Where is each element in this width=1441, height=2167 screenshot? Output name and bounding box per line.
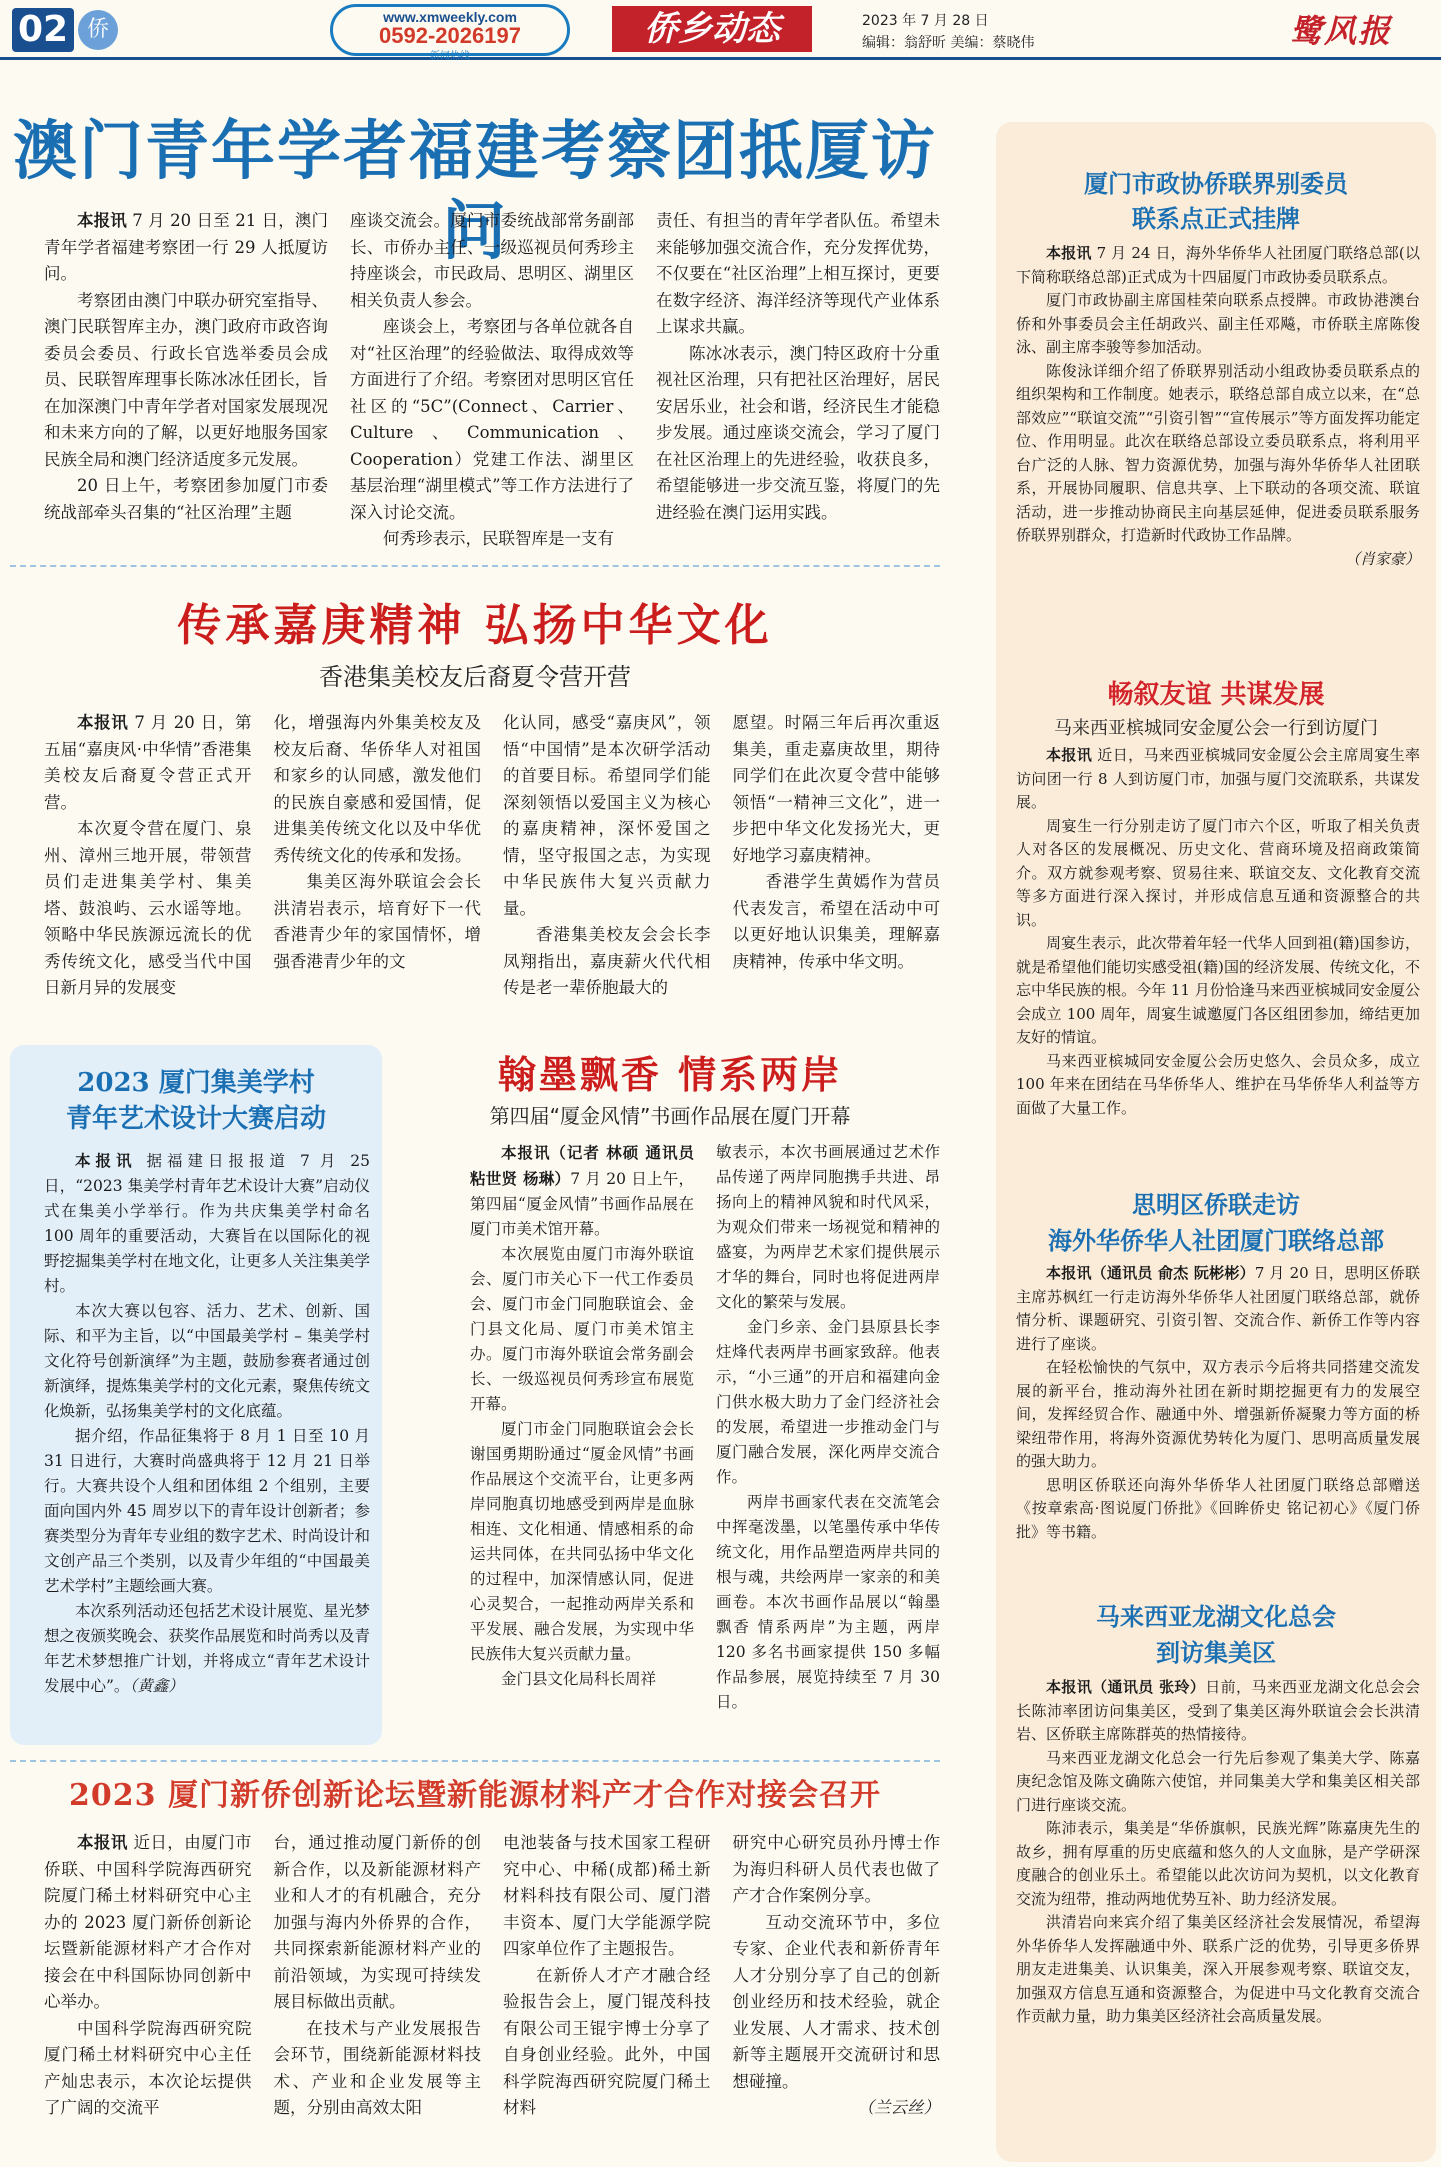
paragraph: 台，通过推动厦门新侨的创新合作，以及新能源材料产业和人才的有机融合，充分加强与海内外侨界的合作，共同探索新能源材料产业的前沿领域，为实现可持续发展目标做出贡献。: [273, 1833, 481, 2011]
sidebar-s2-body: [1016, 744, 1420, 1154]
article4-col2: [716, 1140, 940, 1740]
paragraph: 本报讯 7 月 24 日，海外华侨华人社团厦门联络总部(以下简称联络总部)正式成为十四届厦门市政协委员联系点。: [1016, 244, 1420, 286]
paragraph: 愿望。时隔三年后再次重返集美，重走嘉庚故里，期待同学们在此次夏令营中能够领悟“一精神三文化”，进一步把中华文化发扬光大，更好地学习嘉庚精神。: [732, 713, 940, 865]
sidebar-s3-title-line2: 海外华侨华人社团厦门联络总部: [1048, 1226, 1384, 1255]
sidebar-s2-col: [1016, 744, 1420, 1154]
article4-body: [470, 1140, 940, 1740]
paragraph: 金门乡亲、金门县原县长李炷烽代表两岸书画家致辞。他表示，“小三通”的开启和福建向金门供水极大助力了金门经济社会的发展，希望进一步推动金门与厦门融合发展，深化两岸交流合作。: [716, 1318, 940, 1486]
paragraph: 本报讯（记者 林硕 通讯员 粘世贤 杨琳）7 月 20 日上午，第四届“厦金风情”书画作品展在厦门市美术馆开幕。: [470, 1143, 694, 1238]
paragraph: 考察团由澳门中联办研究室指导、澳门民联智库主办，澳门政府市政咨询委员会委员、行政长官选举委员会成员、民联智库理事长陈冰冰任团长，旨在加深澳门中青年学者对国家发展现况和未来方向的了解，以更好地服务国家民族全局和澳门经济适度多元发展。: [44, 290, 328, 469]
sidebar-s3-col: [1016, 1262, 1420, 1582]
article4-col1: [470, 1140, 694, 1740]
hotline-phone: 0592-2026197: [379, 23, 521, 48]
article1-title: 澳门青年学者福建考察团抵厦访问: [13, 114, 937, 269]
sidebar-s2-title: 畅叙友谊 共谋发展: [1107, 680, 1325, 710]
paragraph: 本报讯 近日，由厦门市侨联、中国科学院海西研究院厦门稀土材料研究中心主办的 2023 厦门新侨创新论坛暨新能源材料产才合作对接会在中科国际协同创新中心举办。: [44, 1833, 252, 2011]
paragraph: 周宴生表示，此次带着年轻一代华人回到祖(籍)国参访，就是希望他们能切实感受祖(籍)国的经济发展、传统文化，不忘中华民族的根。今年 11 月份恰逢马来西亚槟城同安金厦公会成立 100 周年，周宴生诚邀厦门各区组团参加，缔结更加友好的情谊。: [1016, 934, 1420, 1046]
paragraph: 何秀珍表示，民联智库是一支有: [383, 529, 614, 548]
paragraph: 本次大赛以包容、活力、艺术、创新、国际、和平为主旨，以“中国最美学村 – 集美学村文化符号创新演绎”为主题，鼓励参赛者通过创新演绎，提炼集美学村的文化元素，聚焦传统文化焕新，弘扬集美学村的文化底蕴。: [44, 1302, 370, 1420]
sidebar-s3-body: [1016, 1262, 1420, 1582]
section-name: 侨乡动态: [612, 6, 812, 52]
article5-col4: [733, 1830, 941, 2160]
paragraph: 集美区海外联谊会会长洪清岩表示，培育好下一代香港青少年的家国情怀，增强香港青少年的文: [273, 872, 481, 971]
article2-col4: [733, 710, 941, 1000]
paragraph: 在技术与产业发展报告会环节，围绕新能源材料技术、产业和企业发展等主题，分别由高效太阳: [273, 2018, 481, 2117]
paragraph: 香港集美校友会会长李凤翔指出，嘉庚薪火代代相传是老一辈侨胞最大的: [503, 925, 711, 997]
article4-title: 翰墨飘香 情系两岸: [497, 1052, 843, 1097]
editor-credits: 编辑：翁舒昕 美编：蔡晓伟: [862, 35, 1035, 51]
section-badge-icon: 侨: [78, 10, 118, 50]
sidebar-s4-title-line1: 马来西亚龙湖文化总会: [1096, 1602, 1336, 1631]
paragraph: 座谈会上，考察团与各单位就各自对“社区治理”的经验做法、取得成效等方面进行了介绍。考察团对思明区官任社区的“5C”(Connect、Carrier、Culture、Communication、Cooperation）党建工作法、湖里区基层治理“湖里模式”等工作方法进行了深入讨论交流。: [350, 317, 634, 522]
byline: （黄鑫）: [129, 1677, 184, 1695]
sidebar-s2-subtitle: 马来西亚槟城同安金厦公会一行到访厦门: [1054, 718, 1378, 739]
paragraph: 陈冰冰表示，澳门特区政府十分重视社区治理，只有把社区治理好，居民安居乐业，社会和谐，经济民生才能稳步发展。通过座谈交流会，学习了厦门在社区治理上的先进经验，收获良多，希望能够进一步交流互鉴，将厦门的先进经验在澳门运用实践。: [656, 343, 940, 522]
article1-col1: [44, 208, 328, 548]
paragraph: 责任、有担当的青年学者队伍。希望未来能够加强交流合作，充分发挥优势，不仅要在“社区治理”上相互探讨，更要在数字经济、海洋经济等现代产业体系上谋求共赢。: [656, 211, 940, 336]
paragraph: 电池装备与技术国家工程研究中心、中稀(成都)稀土新材料科技有限公司、厦门潜丰资本、厦门大学能源学院四家单位作了主题报告。: [503, 1833, 711, 1958]
article3-title-line1: 2023 厦门集美学村: [77, 1068, 315, 1098]
paragraph: 洪清岩向来宾介绍了集美区经济社会发展情况，希望海外华侨华人发挥融通中外、联系广泛的优势，引导更多侨界朋友走进集美、认识集美，深入开展参观考察、联谊交友，加强双方信息互通和资源整合，为促进中马文化教育交流合作贡献力量，助力集美区经济社会高质量发展。: [1016, 1913, 1420, 2025]
masthead: [0, 0, 1441, 60]
sidebar-s4-body: [1016, 1676, 1420, 2156]
news-hotline: [330, 4, 570, 62]
paragraph: 本次夏令营在厦门、泉州、漳州三地开展，带领营员们走进集美学村、集美塔、鼓浪屿、云水谣等地。领略中华民族源远流长的优秀传统文化，感受当代中国日新月异的发展变: [44, 819, 252, 997]
paragraph: 本次展览由厦门市海外联谊会、厦门市关心下一代工作委员会、厦门市金门同胞联谊会、金门县文化局、厦门市美术馆主办。厦门市海外联谊会常务副会长、一级巡视员何秀珍宣布展览开幕。: [470, 1245, 694, 1413]
byline: （兰云丝）: [857, 2098, 940, 2117]
article1-col2: [350, 208, 634, 548]
paragraph: 据介绍，作品征集将于 8 月 1 日至 10 月 31 日进行，大赛时尚盛典将于 12 月 21 日举行。大赛共设个人组和团体组 2 个组别，主要面向国内外 45 周岁以下的青年设计创新者；参赛类型分为青年专业组的数字艺术、时尚设计和文创产品三个类别，以及青少年组的“中国最美艺术学村”主题绘画大赛。: [44, 1427, 370, 1595]
sidebar-s1-title-line1: 厦门市政协侨联界别委员: [1084, 169, 1348, 198]
article5-col3: [503, 1830, 711, 2160]
article4-subtitle: 第四届“厦金风情”书画作品展在厦门开幕: [489, 1104, 851, 1128]
hotline-label: 新闻热线: [430, 51, 470, 62]
article1-col3: [656, 208, 940, 548]
paragraph: 敏表示，本次书画展通过艺术作品传递了两岸同胞携手共进、昂扬向上的精神风貌和时代风采，为观众们带来一场视觉和精神的盛宴，为两岸艺术家们提供展示才华的舞台，同时也将促进两岸文化的繁荣与发展。: [716, 1143, 940, 1311]
paragraph: 互动交流环节中，多位专家、企业代表和新侨青年人才分别分享了自己的创新创业经历和技术经验，就企业发展、人才需求、技术创新等主题展开交流研讨和思想碰撞。: [732, 1912, 940, 2091]
sidebar-s4-col: [1016, 1676, 1420, 2156]
paragraph: 本报讯 据福建日报报道 7 月 25 日，“2023 集美学村青年艺术设计大赛”启动仪式在集美小学举行。作为共庆集美学村命名 100 周年的重要活动，大赛旨在以国际化的视野挖掘集美学村在地文化，让更多人关注集美学村。: [44, 1151, 370, 1295]
paragraph: 厦门市金门同胞联谊会会长谢国勇期盼通过“厦金风情”书画作品展这个交流平台，让更多两岸同胞真切地感受到两岸是血脉相连、文化相通、情感相系的命运共同体，在共同弘扬中华文化的过程中，加深情感认同，促进心灵契合，一起推动两岸关系和平发展、融合发展，为实现中华民族伟大复兴贡献力量。: [470, 1420, 694, 1663]
paragraph: 中国科学院海西研究院厦门稀土材料研究中心主任产灿忠表示，本次论坛提供了广阔的交流平: [44, 2018, 252, 2117]
paragraph: 马来西亚槟城同安金厦公会历史悠久、会员众多，成立 100 年来在团结在马华侨华人、维护在马华侨华人利益等方面做了大量工作。: [1016, 1051, 1420, 1117]
issue-date: 2023 年 7 月 28 日: [862, 13, 989, 29]
paragraph: 金门县文化局科长周祥: [501, 1670, 657, 1688]
sidebar-s1-col: [1016, 242, 1420, 662]
paragraph: 在新侨人才产才融合经验报告会上，厦门锟茂科技有限公司王锟宇博士分享了自身创业经验。此外，中国科学院海西研究院厦门稀土材料: [503, 1965, 711, 2117]
article5-title: 2023 厦门新侨创新论坛暨新能源材料产才合作对接会召开: [69, 1778, 881, 1813]
paragraph: 本报讯 7 月 20 日至 21 日，澳门青年学者福建考察团一行 29 人抵厦访问。: [44, 211, 328, 283]
paragraph: 两岸书画家代表在交流笔会中挥毫泼墨，以笔墨传承中华传统文化，用作品塑造两岸共同的根与魂，共绘两岸一家亲的和美画卷。本次书画作品展以“翰墨飘香 情系两岸”为主题，两岸 120 多名书画家提供 150 多幅作品参展，展览持续至 7 月 30 日。: [716, 1493, 940, 1711]
paragraph: 香港学生黄嫣作为营员代表发言，希望在活动中可以更好地认识集美，理解嘉庚精神，传承中华文明。: [732, 872, 940, 971]
divider: [10, 565, 940, 567]
article2-col1: [44, 710, 252, 1000]
hotline-url[interactable]: www.xmweekly.com: [383, 9, 517, 25]
article1-body: [44, 208, 940, 548]
article5-body: [44, 1830, 940, 2160]
article2-title: 传承嘉庚精神 弘扬中华文化: [177, 600, 773, 651]
paragraph: 马来西亚龙湖文化总会一行先后参观了集美大学、陈嘉庚纪念馆及陈文确陈六使馆，并同集美大学和集美区相关部门进行座谈交流。: [1016, 1748, 1420, 1814]
sidebar-s4-title-line2: 到访集美区: [1156, 1638, 1276, 1667]
paragraph: 本报讯（通讯员 俞杰 阮彬彬）7 月 20 日，思明区侨联主席苏枫红一行走访海外华侨华人社团厦门联络总部，就侨情分析、课题研究、引资引智、交流合作、新侨工作等内容进行了座谈。: [1016, 1264, 1420, 1353]
article3-col: [44, 1148, 370, 1736]
article2-col3: [503, 710, 711, 1000]
page-number: 02: [12, 8, 74, 52]
paragraph: 本报讯 7 月 20 日，第五届“嘉庚风·中华情”香港集美校友后裔夏令营正式开营。: [44, 713, 252, 812]
paragraph: 本报讯（通讯员 张玲）日前，马来西亚龙湖文化总会会长陈沛率团访问集美区，受到了集美区海外联谊会会长洪清岩、区侨联主席陈群英的热情接待。: [1016, 1678, 1420, 1743]
paragraph: 陈俊泳详细介绍了侨联界别活动小组政协委员联系点的组织架构和工作制度。她表示，联络总部自成立以来，在“总部效应”“联谊交流”“引资引智”“宣传展示”等方面发挥功能定位、作用明显。此次在联络总部设立委员联系点，将利用平台广泛的人脉、智力资源优势，加强与海外华侨华人社团联系，开展协同履职、信息共享、上下联动的各项交流、联谊活动，进一步推动协商民主向基层延伸，促进委员联系服务侨联界别群众，打造新时代政协工作品牌。: [1016, 361, 1420, 544]
paragraph: 化，增强海内外集美校友及校友后裔、华侨华人对祖国和家乡的认同感，激发他们的民族自豪感和爱国情，促进集美传统文化以及中华优秀传统文化的传承和发扬。: [273, 713, 481, 865]
paragraph: 厦门市政协副主席国桂荣向联系点授牌。市政协港澳台侨和外事委员会主任胡政兴、副主任邓飚，市侨联主席陈俊泳、副主席李骏等参加活动。: [1016, 291, 1420, 356]
paragraph: 本报讯 近日，马来西亚槟城同安金厦公会主席周宴生率访问团一行 8 人到访厦门市，加强与厦门交流联系，共谋发展。: [1016, 746, 1420, 811]
paragraph: 座谈交流会。厦门市委统战部常务副部长、市侨办主任、一级巡视员何秀珍主持座谈会，市民政局、思明区、湖里区相关负责人参会。: [350, 211, 634, 310]
paragraph: 研究中心研究员孙丹博士作为海归科研人员代表也做了产才合作案例分享。: [732, 1833, 940, 1905]
paper-name-logo: 鹭风报: [1290, 12, 1393, 50]
article5-col2: [274, 1830, 482, 2160]
paragraph: 20 日上午，考察团参加厦门市委统战部牵头召集的“社区治理”主题: [44, 476, 328, 522]
paragraph: 周宴生一行分别走访了厦门市六个区，听取了相关负责人对各区的发展概况、历史文化、营商环境及招商政策简介。双方就参观考察、贸易往来、联谊交友、文化教育交流等多方面进行深入探讨，并形成信息互通和资源整合的共识。: [1016, 816, 1420, 929]
article2-body: [44, 710, 940, 1000]
paragraph: 化认同，感受“嘉庚风”，领悟“中国情”是本次研学活动的首要目标。希望同学们能深刻领悟以爱国主义为核心的嘉庚精神，深怀爱国之情，坚守报国之志，为实现中华民族伟大复兴贡献力量。: [503, 713, 711, 918]
article2-col2: [274, 710, 482, 1000]
sidebar-s1-body: [1016, 242, 1420, 662]
sidebar-s3-title-line1: 思明区侨联走访: [1132, 1190, 1300, 1219]
paragraph: 思明区侨联还向海外华侨华人社团厦门联络总部赠送《按章索高·图说厦门侨批》《回眸侨史 铭记初心》《厦门侨批》等书籍。: [1016, 1475, 1420, 1541]
paragraph: 本次系列活动还包括艺术设计展览、星光梦想之夜颁奖晚会、获奖作品展览和时尚秀以及青年艺术梦想推广计划，并将成立“青年艺术设计发展中心”。（黄鑫）: [44, 1602, 370, 1695]
sidebar-s1-title-line2: 联系点正式挂牌: [1132, 204, 1300, 233]
divider: [10, 1760, 940, 1762]
paragraph: 在轻松愉快的气氛中，双方表示今后将共同搭建交流发展的新平台，推动海外社团在新时期挖掘更有力的发展空间，发挥经贸合作、融通中外、增强新侨凝聚力等方面的桥梁纽带作用，将海外资源优势转化为厦门、思明高质量发展的强大助力。: [1016, 1358, 1420, 1470]
article3-body: [44, 1148, 370, 1736]
article2-subtitle: 香港集美校友后裔夏令营开营: [319, 663, 631, 691]
byline: （肖家豪）: [1344, 549, 1420, 568]
article3-title-line2: 青年艺术设计大赛启动: [65, 1104, 326, 1134]
article5-col1: [44, 1830, 252, 2160]
paragraph: 陈沛表示，集美是“华侨旗帜，民族光辉”陈嘉庚先生的故乡，拥有厚重的历史底蕴和悠久的人文血脉，是产学研深度融合的创业乐土。希望能以此次访问为契机，以文化教育交流为纽带，推动两地优势互补、助力经济发展。: [1016, 1819, 1420, 1908]
